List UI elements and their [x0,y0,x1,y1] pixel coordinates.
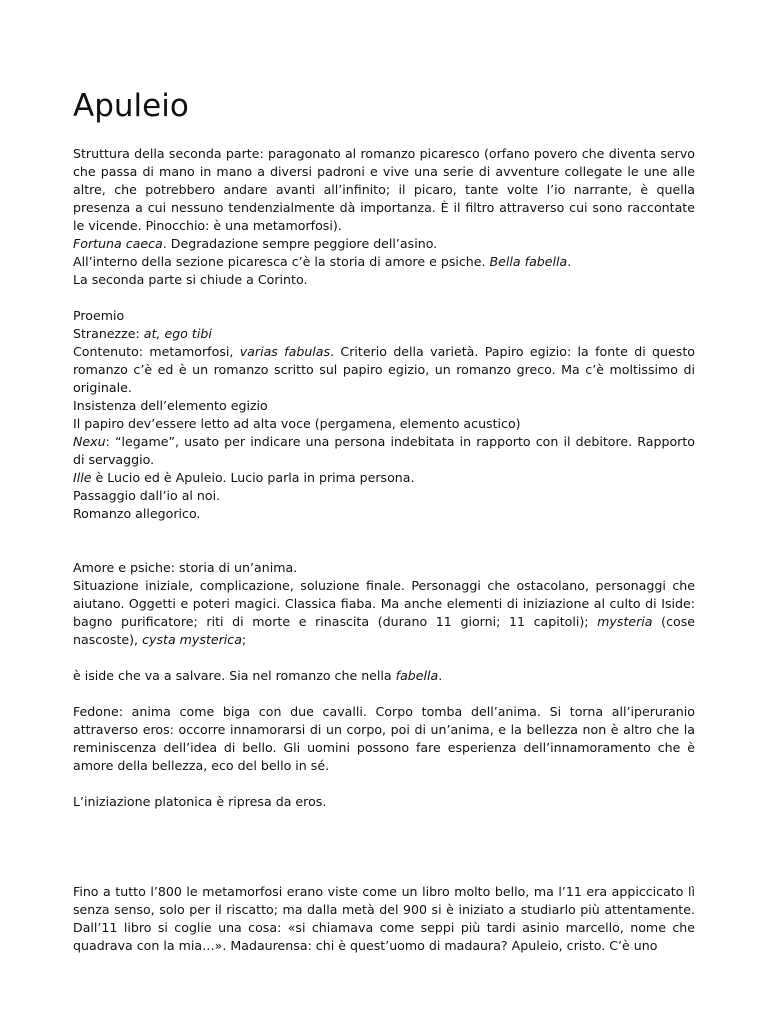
document-body [73,145,695,955]
italic-term: Nexu [73,434,106,449]
paragraph-situazione: Situazione iniziale, complicazione, soluzione finale. Personaggi che ostacolano, personaggi che aiutano. Oggetti e poteri magici. Classica fiaba. Ma anche elementi di iniziazione al culto di Iside: bagno purificatore; riti di morte e rinascita (durano 11 giorni; 11 capitoli); mysteria (cose nascoste), cysta mysterica; [73,578,696,647]
paragraph-structure: Struttura della seconda parte: paragonato al romanzo picaresco (orfano povero che diventa servo che passa di mano in mano a diversi padroni e vive una serie di avventure collegate le une alle altre, che potrebbero andare avanti all’infinito; il picaro, tante volte l’io narrante, è quella presenza a cui nessuno tendenzialmente dà importanza. È il filtro attraverso cui sono raccontate le vicende. Pinocchio: è una metamorfosi). [73,146,695,233]
italic-term: varias fabulas [239,344,331,359]
page-title: Apuleio [73,88,189,124]
italic-term: Ille [73,470,92,485]
paragraph-metamorfosi: Fino a tutto l’800 le metamorfosi erano viste come un libro molto bello, ma l’11 era appiccicato lì senza senso, solo per il riscatto; ma dalla metà del 900 si è iniziato a studiarlo più attentamente. Dall’11 libro si coglie una cosa: «si chiamava come seppi più tardi asinio marcello, nome che quadrava con la mia…». Madaurensa: chi è quest’uomo di madaura? Apuleio, cristo. C’è uno [73,884,695,953]
paragraph-picaresca: All’interno della sezione picaresca c’è la storia di amore e psiche. Bella fabella. [73,254,572,269]
line-stranezze: Stranezze: at, ego tibi [73,326,212,341]
line-iside: è iside che va a salvare. Sia nel romanzo che nella fabella. [73,668,443,683]
italic-term: at, ego tibi [143,326,212,341]
italic-term: mysteria [597,614,653,629]
italic-term: Fortuna caeca [73,236,163,251]
paragraph-corinto: La seconda parte si chiude a Corinto. [73,272,308,287]
italic-term: cysta mysterica [142,632,242,647]
line-proemio: Proemio [73,308,125,323]
line-passaggio: Passaggio dall’io al noi. [73,488,221,503]
line-iniziazione: L’iniziazione platonica è ripresa da eros. [73,794,327,809]
paragraph-fortuna: Fortuna caeca. Degradazione sempre peggiore dell’asino. [73,236,438,251]
line-ille: Ille è Lucio ed è Apuleio. Lucio parla in prima persona. [73,470,415,485]
paragraph-contenuto: Contenuto: metamorfosi, varias fabulas. Criterio della varietà. Papiro egizio: la fonte di questo romanzo c’è ed è un romanzo scritto sul papiro egizio, un romanzo greco. Ma c’è moltissimo di originale. [73,344,695,395]
line-insistenza: Insistenza dell’elemento egizio [73,398,268,413]
line-papiro: Il papiro dev’essere letto ad alta voce (pergamena, elemento acustico) [73,416,521,431]
paragraph-nexu: Nexu: “legame”, usato per indicare una persona indebitata in rapporto con il debitore. Rapporto di servaggio. [73,434,695,467]
italic-term: fabella [395,668,439,683]
line-amore-psiche: Amore e psiche: storia di un’anima. [73,560,298,575]
line-allegorico: Romanzo allegorico. [73,506,201,521]
paragraph-fedone: Fedone: anima come biga con due cavalli. Corpo tomba dell’anima. Si torna all’iperuranio attraverso eros: occorre innamorarsi di un corpo, poi di un’anima, e la bellezza non è altro che la reminiscenza dell’idea di bello. Gli uomini possono fare esperienza dell’innamoramento che è amore della bellezza, eco del bello in sé. [73,704,695,773]
italic-term: Bella fabella [489,254,568,269]
